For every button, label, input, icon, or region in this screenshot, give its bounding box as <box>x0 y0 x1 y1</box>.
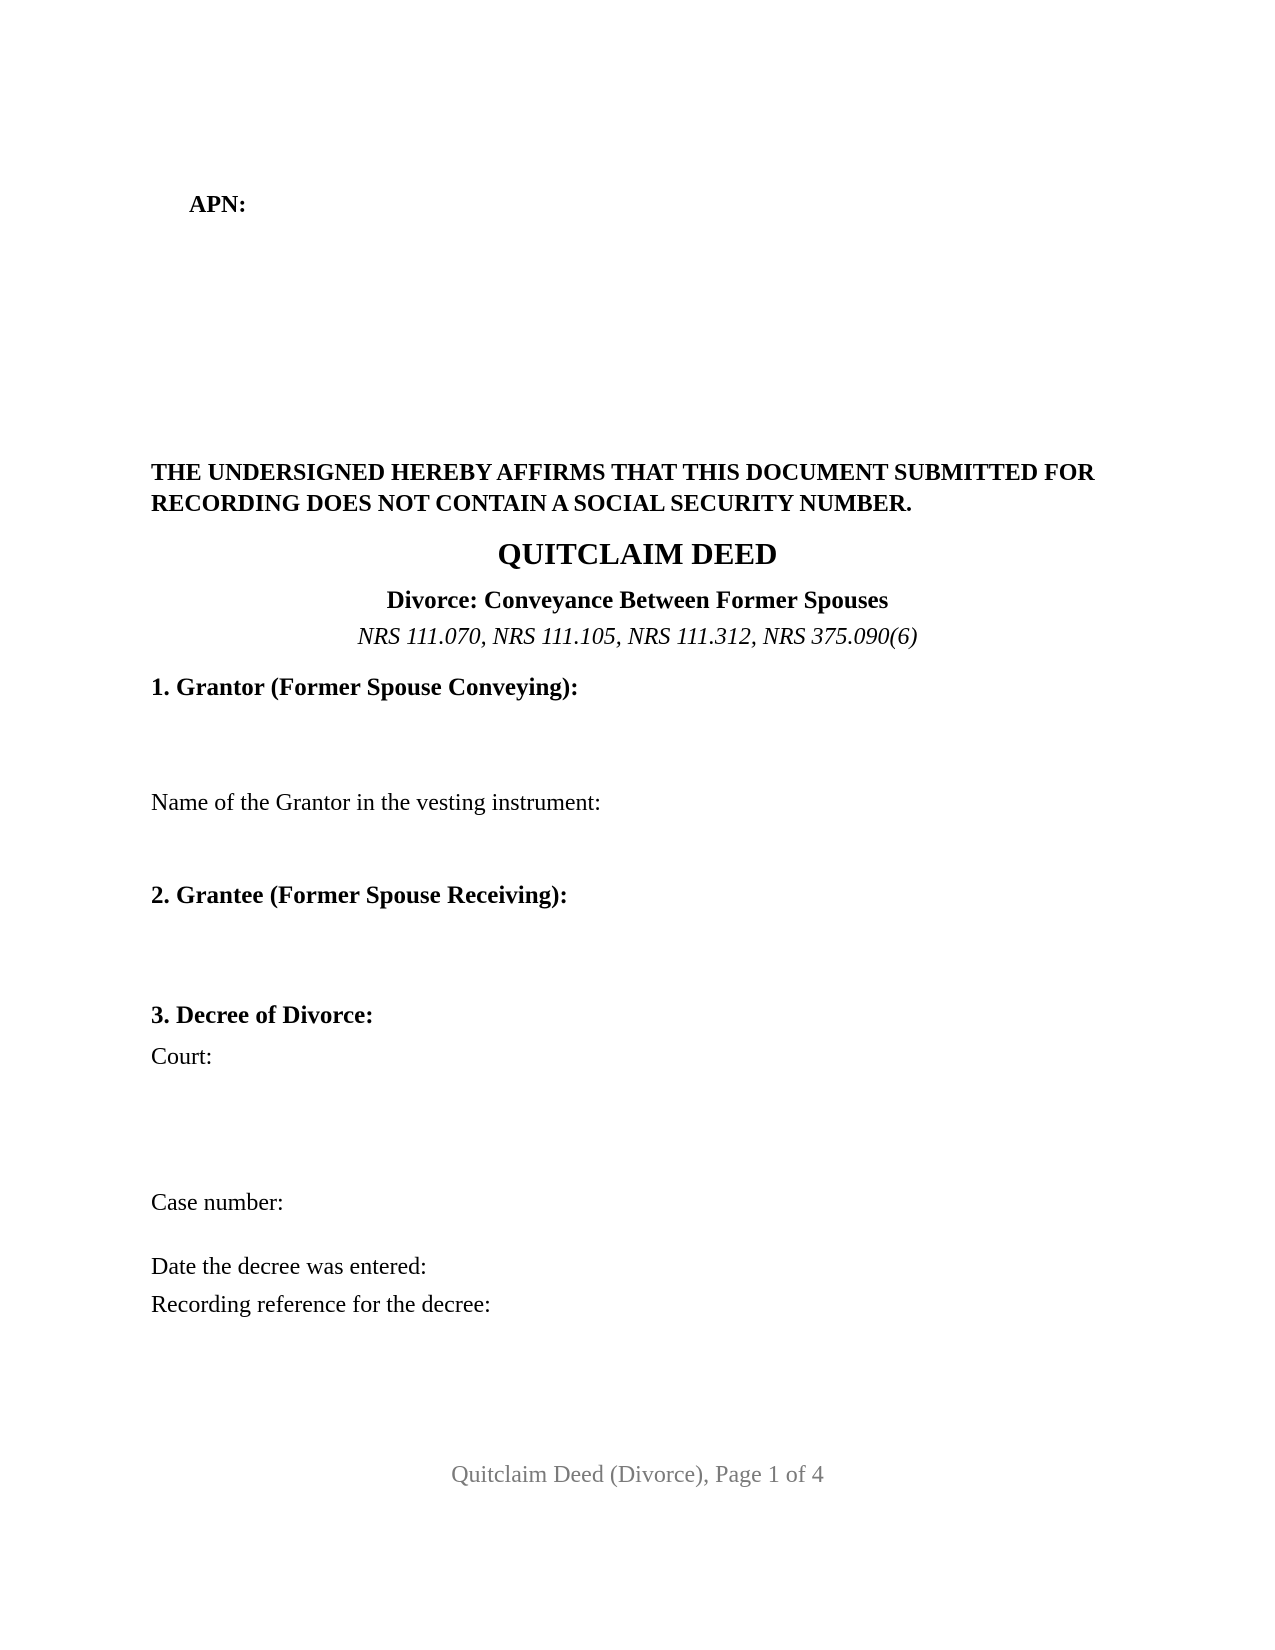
apn-label: APN: <box>189 192 247 218</box>
grantor-heading: 1. Grantor (Former Spouse Conveying): <box>151 674 579 701</box>
case-number-label: Case number: <box>151 1190 284 1216</box>
decree-heading: 3. Decree of Divorce: <box>151 1002 374 1029</box>
court-label: Court: <box>151 1044 213 1070</box>
document-subtitle: Divorce: Conveyance Between Former Spouses <box>386 587 889 614</box>
document-title: QUITCLAIM DEED <box>497 536 778 571</box>
statute-references: NRS 111.070, NRS 111.105, NRS 111.312, NRS 375.090(6) <box>357 624 918 650</box>
decree-recording-label: Recording reference for the decree: <box>151 1292 491 1318</box>
page-footer: Quitclaim Deed (Divorce), Page 1 of 4 <box>451 1462 824 1488</box>
grantor-name-label: Name of the Grantor in the vesting instrument: <box>151 790 601 816</box>
ssn-affirmation: THE UNDERSIGNED HEREBY AFFIRMS THAT THIS DOCUMENT SUBMITTED FOR RECORDING DOES NOT CONTAIN A SOCIAL SECURITY NUMBER. <box>151 460 1095 517</box>
grantee-heading: 2. Grantee (Former Spouse Receiving): <box>151 882 568 909</box>
decree-date-label: Date the decree was entered: <box>151 1254 427 1280</box>
